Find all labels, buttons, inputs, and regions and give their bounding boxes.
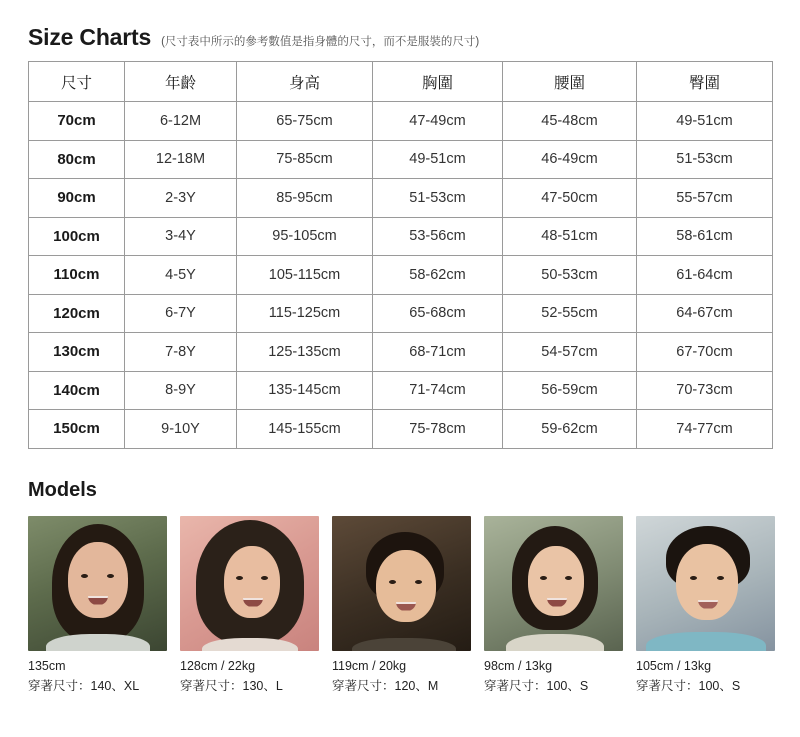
cell-size: 140cm [29, 371, 125, 410]
column-header-waist: 腰圍 [503, 62, 637, 102]
model-wearing-size: 穿著尺寸：130、L [180, 679, 283, 694]
table-header-row [29, 62, 773, 102]
cell-waist: 54-57cm [503, 333, 637, 372]
cell-hip: 61-64cm [637, 256, 773, 295]
cell-chest: 47-49cm [373, 102, 503, 141]
cell-age: 8-9Y [125, 371, 237, 410]
model-photo [484, 516, 623, 651]
cell-height: 75-85cm [237, 140, 373, 179]
model-photo [636, 516, 775, 651]
models-section-title: Models [28, 478, 97, 501]
cell-waist: 45-48cm [503, 102, 637, 141]
cell-chest: 71-74cm [373, 371, 503, 410]
model-measure: 128cm / 22kg [180, 658, 256, 673]
cell-height: 115-125cm [237, 294, 373, 333]
model-measure: 119cm / 20kg [332, 658, 407, 673]
table-row [29, 410, 773, 449]
model-wearing-size: 穿著尺寸：100、S [636, 679, 741, 694]
size-charts-note: (尺寸表中所示的參考數值是指身體的尺寸，而不是服裝的尺寸) [161, 36, 480, 48]
column-header-chest: 胸圍 [373, 62, 503, 102]
table-row [29, 102, 773, 141]
cell-age: 3-4Y [125, 217, 237, 256]
cell-age: 12-18M [125, 140, 237, 179]
cell-chest: 53-56cm [373, 217, 503, 256]
table-row [29, 217, 773, 256]
cell-height: 105-115cm [237, 256, 373, 295]
model-measure: 135cm [28, 658, 66, 673]
cell-chest: 65-68cm [373, 294, 503, 333]
model-wearing-size: 穿著尺寸：120、M [332, 679, 439, 694]
table-row [29, 179, 773, 218]
table-row [29, 333, 773, 372]
cell-chest: 75-78cm [373, 410, 503, 449]
model-measure: 105cm / 13kg [636, 658, 712, 673]
cell-chest: 51-53cm [373, 179, 503, 218]
cell-hip: 58-61cm [637, 217, 773, 256]
size-charts-header [0, 0, 800, 61]
size-chart-table [28, 61, 773, 449]
cell-waist: 48-51cm [503, 217, 637, 256]
column-header-hip: 臀圍 [637, 62, 773, 102]
model-photo-card [484, 516, 623, 696]
cell-height: 135-145cm [237, 371, 373, 410]
cell-height: 145-155cm [237, 410, 373, 449]
cell-chest: 58-62cm [373, 256, 503, 295]
cell-chest: 49-51cm [373, 140, 503, 179]
models-row [0, 516, 800, 696]
model-photo [180, 516, 319, 651]
cell-hip: 55-57cm [637, 179, 773, 218]
cell-height: 95-105cm [237, 217, 373, 256]
model-measure: 98cm / 13kg [484, 658, 553, 673]
cell-waist: 46-49cm [503, 140, 637, 179]
cell-size: 100cm [29, 217, 125, 256]
cell-hip: 74-77cm [637, 410, 773, 449]
table-row [29, 140, 773, 179]
cell-height: 125-135cm [237, 333, 373, 372]
cell-age: 4-5Y [125, 256, 237, 295]
model-card [180, 516, 319, 696]
model-photo [332, 516, 471, 651]
cell-age: 6-7Y [125, 294, 237, 333]
column-header-height: 身高 [237, 62, 373, 102]
cell-size: 80cm [29, 140, 125, 179]
cell-size: 130cm [29, 333, 125, 372]
cell-size: 90cm [29, 179, 125, 218]
cell-height: 65-75cm [237, 102, 373, 141]
cell-size: 150cm [29, 410, 125, 449]
size-table-wrapper [0, 61, 800, 449]
cell-size: 120cm [29, 294, 125, 333]
cell-age: 7-8Y [125, 333, 237, 372]
cell-waist: 50-53cm [503, 256, 637, 295]
model-card [332, 516, 471, 696]
cell-hip: 49-51cm [637, 102, 773, 141]
model-card [636, 516, 775, 696]
page-title: Size Charts [28, 24, 152, 50]
cell-hip: 70-73cm [637, 371, 773, 410]
cell-size: 110cm [29, 256, 125, 295]
table-row [29, 256, 773, 295]
model-wearing-size: 穿著尺寸：100、S [484, 679, 589, 694]
cell-hip: 64-67cm [637, 294, 773, 333]
cell-height: 85-95cm [237, 179, 373, 218]
model-wearing-size: 穿著尺寸：140、XL [28, 679, 140, 694]
cell-age: 6-12M [125, 102, 237, 141]
cell-hip: 51-53cm [637, 140, 773, 179]
cell-waist: 59-62cm [503, 410, 637, 449]
cell-chest: 68-71cm [373, 333, 503, 372]
cell-waist: 52-55cm [503, 294, 637, 333]
cell-age: 9-10Y [125, 410, 237, 449]
model-card [28, 516, 167, 696]
column-header-size: 尺寸 [29, 62, 125, 102]
cell-age: 2-3Y [125, 179, 237, 218]
cell-hip: 67-70cm [637, 333, 773, 372]
column-header-age: 年齡 [125, 62, 237, 102]
table-row [29, 294, 773, 333]
cell-waist: 56-59cm [503, 371, 637, 410]
model-photo [28, 516, 167, 651]
cell-waist: 47-50cm [503, 179, 637, 218]
cell-size: 70cm [29, 102, 125, 141]
table-row [29, 371, 773, 410]
